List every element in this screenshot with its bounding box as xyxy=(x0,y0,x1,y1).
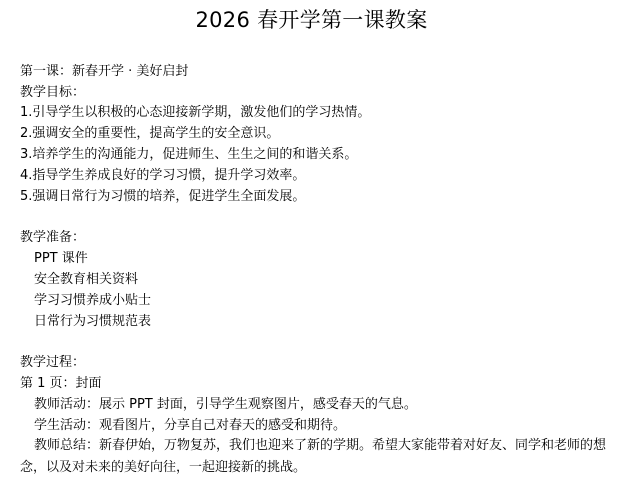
goal-item: 2.强调安全的重要性，提高学生的安全意识。 xyxy=(20,126,280,141)
prep-item: 日常行为习惯规范表 xyxy=(34,314,152,329)
goals-heading: 教学目标： xyxy=(20,85,86,100)
goal-item: 4.指导学生养成良好的学习习惯，提升学习效率。 xyxy=(20,168,306,183)
teacher-summary: 教师总结：新春伊始，万物复苏，我们也迎来了新的学期。希望大家能带着对好友、同学和老师的想念，以及对未来的美好向往，一起迎接新的挑战。 xyxy=(20,438,607,475)
goal-item: 5.强调日常行为习惯的培养，促进学生全面发展。 xyxy=(20,189,306,204)
document-title: 2026 春开学第一课教案 xyxy=(195,8,428,32)
prep-item: 学习习惯养成小贴士 xyxy=(34,293,152,308)
lesson-title: 第一课：新春开学 · 美好启封 xyxy=(20,64,189,79)
process-page-label: 第 1 页：封面 xyxy=(20,376,102,391)
student-activity: 学生活动：观看图片，分享自己对春天的感受和期待。 xyxy=(34,418,347,433)
prep-item: 安全教育相关资料 xyxy=(34,272,139,287)
prep-item: PPT 课件 xyxy=(34,251,88,266)
teacher-activity: 教师活动：展示 PPT 封面，引导学生观察图片，感受春天的气息。 xyxy=(34,397,417,412)
prep-heading: 教学准备： xyxy=(20,230,86,245)
goal-item: 1.引导学生以积极的心态迎接新学期，激发他们的学习热情。 xyxy=(20,105,371,120)
goal-item: 3.培养学生的沟通能力，促进师生、生生之间的和谐关系。 xyxy=(20,147,358,162)
process-heading: 教学过程： xyxy=(20,355,86,370)
